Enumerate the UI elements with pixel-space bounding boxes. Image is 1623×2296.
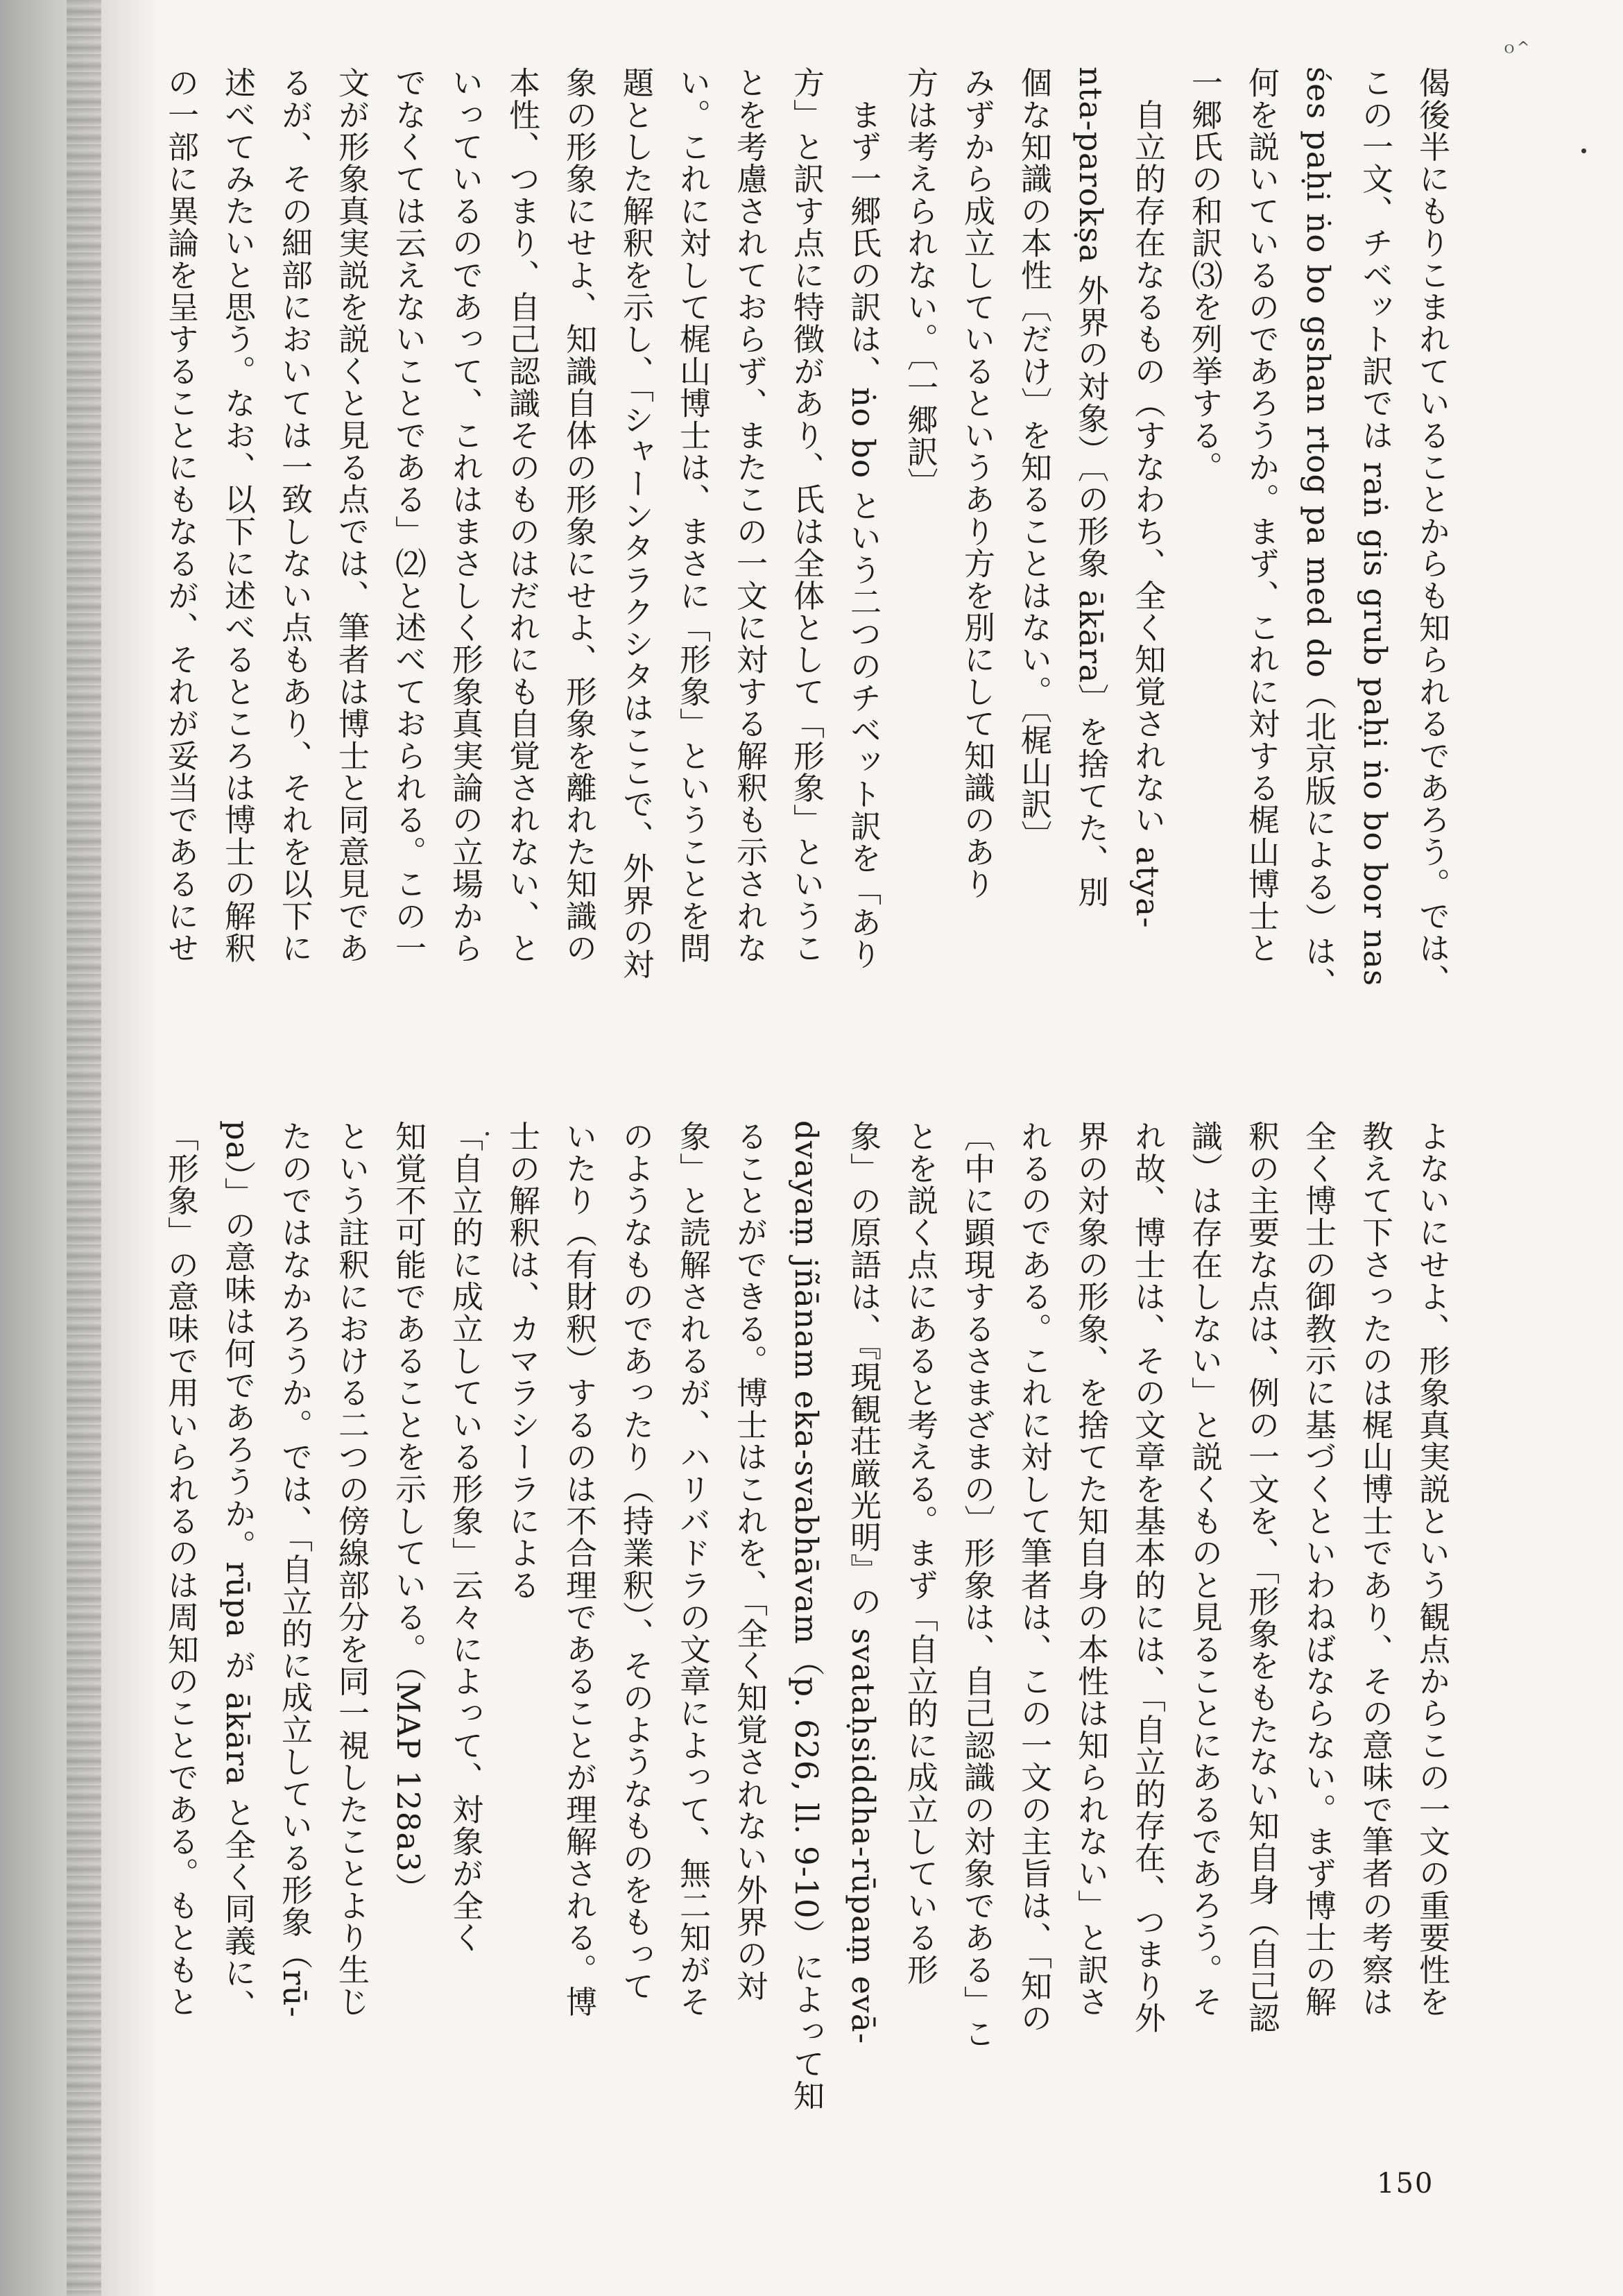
bottom-column-line: よないにせよ、形象真実説という観点からこの一文の重要性を [1414, 1120, 1450, 2018]
bottom-column-line: 釈の主要な点は、例の一文を、「形象をもたない知自身（自己認 [1243, 1120, 1280, 2034]
top-column-line: 何を説いているのであろうか。まず、これに対する梶山博士と [1243, 67, 1280, 964]
top-column-line: 方は考えられない。〔一郷訳〕 [902, 67, 938, 500]
corner-mark: ｏ^ [1502, 40, 1530, 57]
bottom-column-line: という註釈における二つの傍線部分を同一視したことより生じ [333, 1120, 370, 2018]
top-column-line: この一文、チベット訳では raṅ gis grub paḥi ṅo bo bor nas [1357, 67, 1393, 987]
top-text-block [83, 67, 1460, 1069]
bottom-column-line: とを説く点にあると考える。まず「自立的に成立している形 [902, 1120, 938, 1986]
top-column-line: 個な知識の本性〔だけ〕を知ることはない。〔梶山訳〕 [1015, 67, 1052, 853]
top-column-line: い。これに対して梶山博士は、まさに「形象」ということを問 [674, 67, 711, 964]
bottom-column-line: 教えて下さったのは梶山博士であり、その意味で筆者の考察は [1357, 1120, 1393, 2018]
speck [1581, 148, 1586, 153]
bottom-column-line: 識）は存在しない」と説くものと見ることにあるであろう。そ [1186, 1120, 1223, 2018]
top-column-line: 述べてみたいと思う。なお、以下に述べるところは博士の解釈 [219, 67, 256, 964]
bottom-column-line: 全く博士の御教示に基づくといわねばならない。まず博士の解 [1300, 1120, 1337, 2018]
bottom-column-line: たのではなかろうか。では、「自立的に成立している形象（rū- [276, 1120, 313, 2019]
bottom-column-line: pa）」の意味は何であろうか。rūpa が ākāra と全く同義に、 [219, 1120, 256, 2021]
bottom-column-line: 知覚不可能であることを示している。（MAP 128a3） [390, 1120, 427, 1905]
bottom-column-line: 象」と読解されるが、ハリバドラの文章によって、無二知がそ [674, 1120, 711, 2018]
top-column-line: 象の形象にせよ、知識自体の形象にせよ、形象を離れた知識の [560, 67, 597, 964]
bottom-column-line: 〔中に顕現するさまざまの〕形象は、自己認識の対象である」こ [959, 1120, 995, 2050]
bottom-column-line: 象」の原語は、『現観荘厳光明』の svataḥsiddha-rūpaṃ evā- [845, 1120, 882, 2045]
speck [486, 1132, 489, 1136]
top-column-line: いっているのであって、これはまさしく形象真実論の立場から [447, 67, 483, 964]
bottom-column-line: いたり（有財釈）するのは不合理であることが理解される。博 [560, 1120, 597, 2018]
bottom-column-line: ることができる。博士はこれを、「全く知覚されない外界の対 [731, 1120, 768, 2003]
bottom-column-line: 士の解釈は、カマラシーラによる [504, 1120, 540, 1601]
bottom-column-line: 「形象」の意味で用いられるのは周知のことである。もともと [162, 1120, 199, 2018]
top-column-line: でなくては云えないことである」⑵と述べておられる。この一 [390, 67, 427, 964]
bottom-column-line: のようなものであったり（持業釈）、そのようなものをもって [617, 1120, 654, 2003]
top-column-line: まず一郷氏の訳は、ṅo bo という二つのチベット訳を「あり [845, 67, 882, 970]
top-column-line: 本性、つまり、自己認識そのものはだれにも自覚されない、と [504, 67, 540, 964]
top-column-line: nta-parokṣa 外界の対象）〔の形象 ākāra〕を捨てた、別 [1072, 67, 1109, 908]
bottom-column-line: れ故、博士は、その文章を基本的には、「自立的存在、つまり外 [1129, 1120, 1166, 2034]
top-column-line: とを考慮されておらず、またこの一文に対する解釈も示されな [731, 67, 768, 964]
top-column-line: の一部に異論を呈することにもなるが、それが妥当であるにせ [162, 67, 199, 964]
bottom-text-block [83, 1120, 1460, 2154]
top-column-line: みずから成立しているというあり方を別にして知識のあり [959, 67, 995, 900]
bottom-column-line: れるのである。これに対して筆者は、この一文の主旨は、「知の [1015, 1120, 1052, 2034]
top-column-line: 方」と訳す点に特徴があり、氏は全体として「形象」というこ [788, 67, 825, 964]
top-column-line: 偈後半にもりこまれていることからも知られるであろう。では、 [1414, 67, 1450, 996]
top-column-line: 一郷氏の和訳⑶を列挙する。 [1186, 67, 1223, 483]
bottom-column-line: 界の対象の形象、を捨てた知自身の本性は知られない」と訳さ [1072, 1120, 1109, 2018]
bottom-column-line: dvayaṃ jñānam eka-svabhāvam（p. 626, ll. 9-10）によって知 [788, 1120, 825, 2112]
top-column-line: るが、その細部においては一致しない点もあり、それを以下に [276, 67, 313, 964]
top-column-line: 題とした解釈を示し、「シャーンタラクシタはここで、外界の対 [617, 67, 654, 981]
page-number: 150 [1377, 2168, 1434, 2200]
top-column-line: 自立的存在なるもの（すなわち、全く知覚されない atya- [1129, 67, 1166, 929]
top-column-line: 文が形象真実説を説くと見る点では、筆者は博士と同意見であ [333, 67, 370, 964]
top-column-line: śes paḥi ṅo bo gshan rtog pa med do（北京版による）は、 [1300, 67, 1337, 1000]
bottom-column-line: 「自立的に成立している形象」云々によって、対象が全く [447, 1120, 483, 1954]
